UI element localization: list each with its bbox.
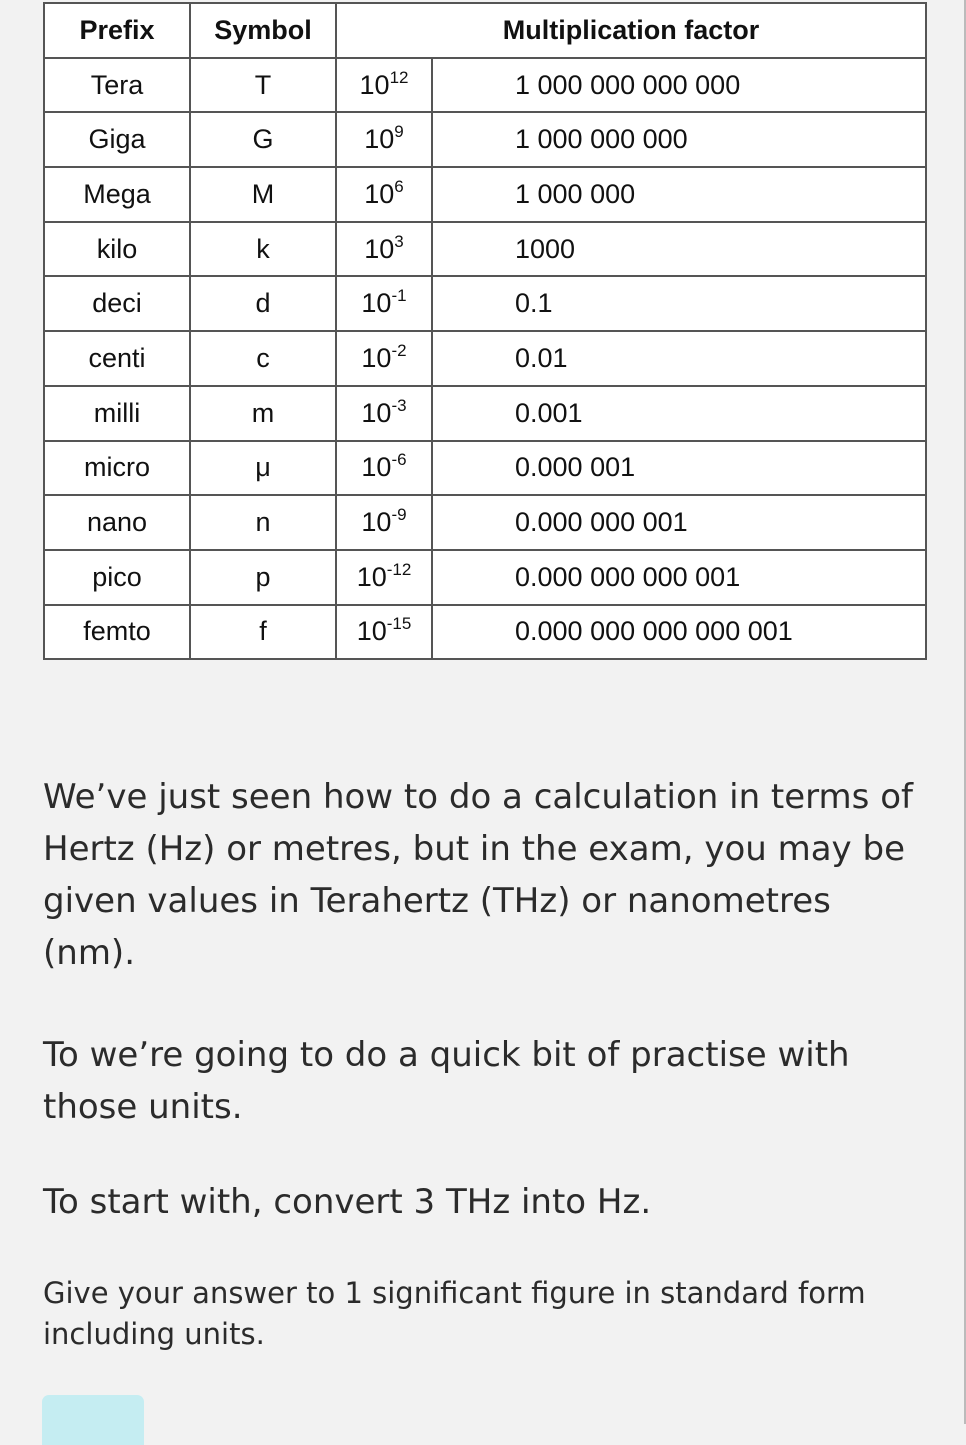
power-cell: [336, 58, 432, 113]
question-text: To start with, convert 3 THz into Hz.: [43, 1182, 652, 1222]
decimal-cell: 0.000 000 000 001: [432, 550, 926, 605]
table-row: [44, 386, 926, 441]
power-cell: [336, 331, 432, 386]
decimal-cell: 0.000 001: [432, 441, 926, 496]
table-row: [44, 441, 926, 496]
header-multiplication-factor: Multiplication factor: [336, 3, 926, 58]
header-symbol: Symbol: [190, 3, 336, 58]
power-exponent: -3: [391, 395, 407, 415]
power-exponent: 3: [394, 231, 404, 251]
decimal-cell: 1 000 000 000: [432, 112, 926, 167]
power-base: 10: [361, 507, 392, 538]
table-row: [44, 222, 926, 277]
practice-paragraph: To we’re going to do a quick bit of practise with those units.: [43, 1035, 850, 1127]
header-prefix: Prefix: [44, 3, 190, 58]
power-exponent: -15: [386, 614, 412, 634]
power-exponent: -9: [391, 505, 407, 525]
power-cell: [336, 605, 432, 660]
power-exponent: 9: [394, 122, 404, 142]
power-base: 10: [364, 178, 395, 209]
symbol-cell: f: [190, 605, 336, 660]
power-base: 10: [361, 397, 392, 428]
power-base: 10: [361, 452, 392, 483]
table-row: [44, 167, 926, 222]
table-row: [44, 276, 926, 331]
power-base: 10: [361, 288, 392, 319]
power-cell: [336, 441, 432, 496]
power-cell: [336, 550, 432, 605]
power-cell: [336, 386, 432, 441]
power-base: 10: [361, 342, 392, 373]
symbol-cell: M: [190, 167, 336, 222]
prefix-cell: Giga: [44, 112, 190, 167]
table-row: [44, 112, 926, 167]
decimal-cell: 0.001: [432, 386, 926, 441]
decimal-cell: 0.000 000 000 000 001: [432, 605, 926, 660]
decimal-cell: 1 000 000 000 000: [432, 58, 926, 113]
decimal-cell: 1000: [432, 222, 926, 277]
table-header-row: [44, 3, 926, 58]
decimal-cell: 0.01: [432, 331, 926, 386]
prefix-cell: micro: [44, 441, 190, 496]
power-base: 10: [364, 233, 395, 264]
power-exponent: -12: [386, 559, 412, 579]
power-base: 10: [364, 124, 395, 155]
decimal-cell: 0.1: [432, 276, 926, 331]
power-base: 10: [356, 561, 387, 592]
power-cell: [336, 222, 432, 277]
power-exponent: 6: [394, 176, 404, 196]
power-exponent: 12: [389, 67, 409, 87]
si-prefix-table: [43, 2, 927, 660]
symbol-cell: μ: [190, 441, 336, 496]
symbol-cell: d: [190, 276, 336, 331]
prefix-cell: centi: [44, 331, 190, 386]
power-base: 10: [356, 616, 387, 647]
decimal-cell: 0.000 000 001: [432, 495, 926, 550]
symbol-cell: n: [190, 495, 336, 550]
power-base: 10: [359, 69, 390, 100]
power-cell: [336, 495, 432, 550]
power-cell: [336, 112, 432, 167]
prefix-cell: nano: [44, 495, 190, 550]
table-row: [44, 550, 926, 605]
decimal-cell: 1 000 000: [432, 167, 926, 222]
intro-paragraph: We’ve just seen how to do a calculation in terms of Hertz (Hz) or metres, but in the exam, you may be given values in Terahertz (THz) or nanometres (nm).: [43, 777, 913, 973]
table-row: [44, 331, 926, 386]
symbol-cell: T: [190, 58, 336, 113]
prefix-cell: pico: [44, 550, 190, 605]
answer-button[interactable]: [42, 1395, 144, 1445]
power-cell: [336, 276, 432, 331]
table-row: [44, 495, 926, 550]
prefix-cell: milli: [44, 386, 190, 441]
prefix-cell: deci: [44, 276, 190, 331]
symbol-cell: G: [190, 112, 336, 167]
symbol-cell: m: [190, 386, 336, 441]
prefix-cell: Mega: [44, 167, 190, 222]
instructions-text: Give your answer to 1 significant figure in standard form including units.: [43, 1276, 866, 1351]
prefix-cell: kilo: [44, 222, 190, 277]
symbol-cell: p: [190, 550, 336, 605]
prefix-cell: Tera: [44, 58, 190, 113]
power-cell: [336, 167, 432, 222]
table-row: [44, 58, 926, 113]
prefix-cell: femto: [44, 605, 190, 660]
power-exponent: -6: [391, 450, 407, 470]
symbol-cell: k: [190, 222, 336, 277]
symbol-cell: c: [190, 331, 336, 386]
power-exponent: -1: [391, 286, 407, 306]
power-exponent: -2: [391, 340, 407, 360]
table-row: [44, 605, 926, 660]
